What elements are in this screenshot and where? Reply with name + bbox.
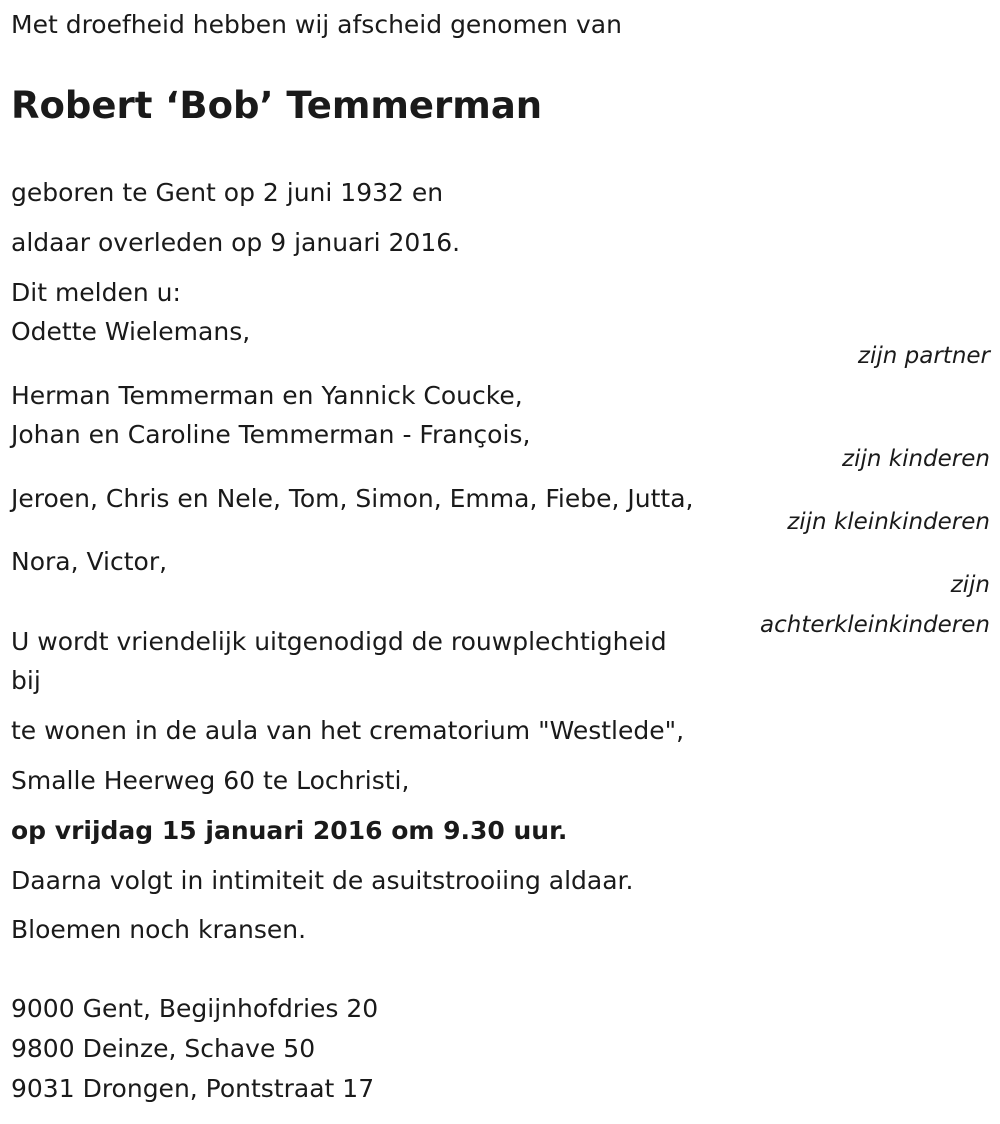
address-1: 9000 Gent, Begijnhofdries 20 (11, 994, 379, 1023)
address-2: 9800 Deinze, Schave 50 (11, 1034, 316, 1063)
great-grandchildren-names: Nora, Victor, (11, 547, 168, 576)
ceremony-date: op vrijdag 15 januari 2016 om 9.30 uur. (11, 816, 568, 845)
great-grandchildren-role-1: zijn (950, 572, 990, 598)
great-grandchildren-role-2: achterkleinkinderen (760, 612, 990, 638)
address-line: Smalle Heerweg 60 te Lochristi, (11, 766, 410, 795)
announce-line: Dit melden u: (11, 278, 181, 307)
partner-role: zijn partner (857, 343, 990, 369)
intro-text: Met droefheid hebben wij afscheid genomen van (11, 10, 622, 39)
invitation-line-1: U wordt vriendelijk uitgenodigd de rouwplechtigheid (11, 627, 667, 656)
invitation-line-2: bij (11, 666, 41, 695)
deceased-name: Robert ‘Bob’ Temmerman (11, 84, 543, 127)
location-line: te wonen in de aula van het crematorium "Westlede", (11, 716, 685, 745)
children-role: zijn kinderen (842, 446, 990, 472)
address-3: 9031 Drongen, Pontstraat 17 (11, 1074, 375, 1103)
child-name-2: Johan en Caroline Temmerman - François, (11, 420, 531, 449)
grandchildren-role: zijn kleinkinderen (787, 509, 990, 535)
after-line: Daarna volgt in intimiteit de asuitstrooiing aldaar. (11, 866, 634, 895)
flowers-line: Bloemen noch kransen. (11, 915, 307, 944)
partner-name: Odette Wielemans, (11, 317, 251, 346)
grandchildren-names: Jeroen, Chris en Nele, Tom, Simon, Emma, Fiebe, Jutta, (11, 484, 694, 513)
child-name-1: Herman Temmerman en Yannick Coucke, (11, 381, 523, 410)
birth-line: geboren te Gent op 2 juni 1932 en (11, 178, 444, 207)
death-line: aldaar overleden op 9 januari 2016. (11, 228, 461, 257)
